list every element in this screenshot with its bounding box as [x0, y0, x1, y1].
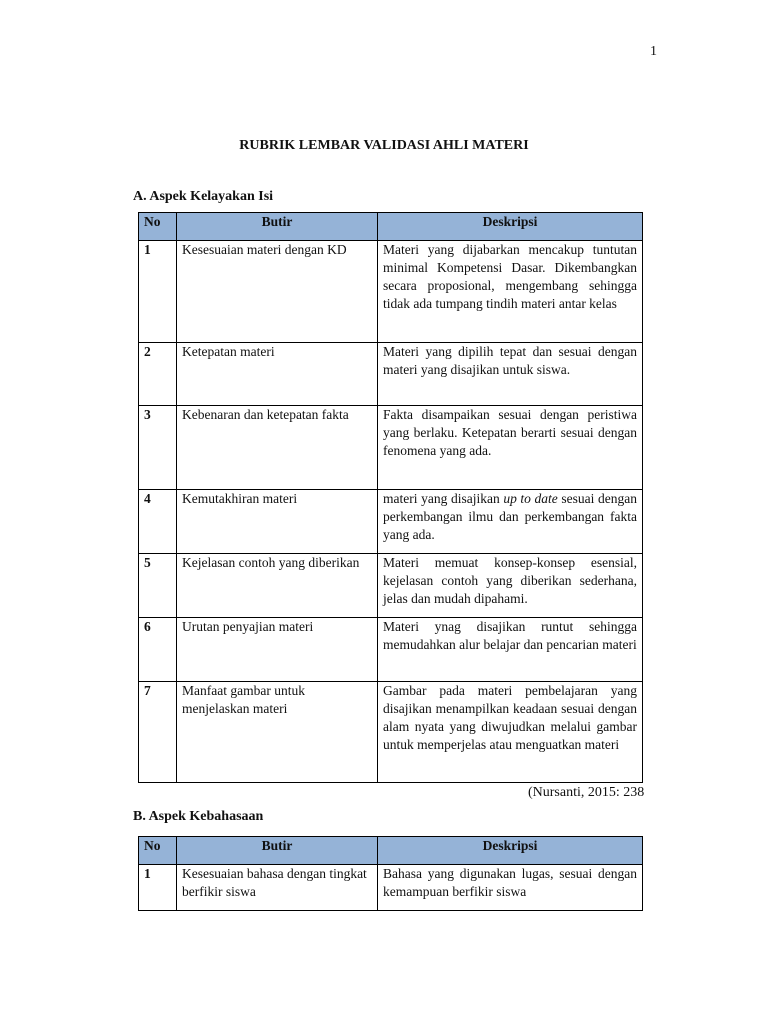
row-number: 6: [139, 618, 177, 682]
section-a-heading: A. Aspek Kelayakan Isi: [133, 189, 274, 204]
row-number: 1: [139, 241, 177, 343]
header-butir: Butir: [177, 837, 378, 865]
row-deskripsi: Gambar pada materi pembelajaran yang disajikan menampilkan keadaan sesuai dengan alam nyata yang diwujudkan melalui gambar untuk memperjelas atau menguatkan materi: [378, 682, 643, 783]
row-butir: Kejelasan contoh yang diberikan: [177, 554, 378, 618]
row-number: 3: [139, 406, 177, 490]
row-number: 4: [139, 490, 177, 554]
row-deskripsi: Materi memuat konsep-konsep esensial, kejelasan contoh yang diberikan sederhana, jelas dan mudah dipahami.: [378, 554, 643, 618]
table-row: [139, 406, 643, 490]
italic-term: up to date: [503, 491, 558, 506]
page-number: 1: [650, 44, 657, 59]
row-butir: Kesesuaian bahasa dengan tingkat berfikir siswa: [177, 865, 378, 911]
document-title: RUBRIK LEMBAR VALIDASI AHLI MATERI: [239, 138, 529, 153]
row-butir: Manfaat gambar untuk menjelaskan materi: [177, 682, 378, 783]
row-deskripsi: Bahasa yang digunakan lugas, sesuai dengan kemampuan berfikir siswa: [378, 865, 643, 911]
section-b-heading: B. Aspek Kebahasaan: [133, 809, 264, 824]
row-number: 5: [139, 554, 177, 618]
row-deskripsi: Fakta disampaikan sesuai dengan peristiwa yang berlaku. Ketepatan berarti sesuai dengan fenomena yang ada.: [378, 406, 643, 490]
row-butir: Kebenaran dan ketepatan fakta: [177, 406, 378, 490]
row-deskripsi: Materi yang dijabarkan mencakup tuntutan minimal Kompetensi Dasar. Dikembangkan secara proposional, mengembang sehingga tidak ada tumpang tindih materi antar kelas: [378, 241, 643, 343]
row-butir: Ketepatan materi: [177, 343, 378, 406]
kelayakan-isi-rows: [139, 241, 643, 783]
table-header-row: [139, 213, 643, 241]
table-row: [139, 343, 643, 406]
row-number: 7: [139, 682, 177, 783]
kebahasaan-rows: [139, 865, 643, 911]
row-butir: Kemutakhiran materi: [177, 490, 378, 554]
table-row: [139, 618, 643, 682]
table-row: [139, 554, 643, 618]
row-butir: Urutan penyajian materi: [177, 618, 378, 682]
header-butir: Butir: [177, 213, 378, 241]
table-row: [139, 682, 643, 783]
table-row: [139, 241, 643, 343]
kebahasaan-table: [138, 836, 643, 911]
row-number: 2: [139, 343, 177, 406]
row-deskripsi: Materi ynag disajikan runtut sehingga memudahkan alur belajar dan pencarian materi: [378, 618, 643, 682]
header-no: No: [139, 213, 177, 241]
row-butir: Kesesuaian materi dengan KD: [177, 241, 378, 343]
header-no: No: [139, 837, 177, 865]
header-deskripsi: Deskripsi: [378, 213, 643, 241]
kelayakan-isi-table: [138, 212, 643, 783]
row-deskripsi: materi yang disajikan up to date sesuai dengan perkembangan ilmu dan perkembangan fakta yang ada.: [378, 490, 643, 554]
row-number: 1: [139, 865, 177, 911]
row-deskripsi: Materi yang dipilih tepat dan sesuai dengan materi yang disajikan untuk siswa.: [378, 343, 643, 406]
table-header-row: [139, 837, 643, 865]
table-row: [139, 490, 643, 554]
table-row: [139, 865, 643, 911]
header-deskripsi: Deskripsi: [378, 837, 643, 865]
citation: (Nursanti, 2015: 238: [528, 785, 645, 800]
